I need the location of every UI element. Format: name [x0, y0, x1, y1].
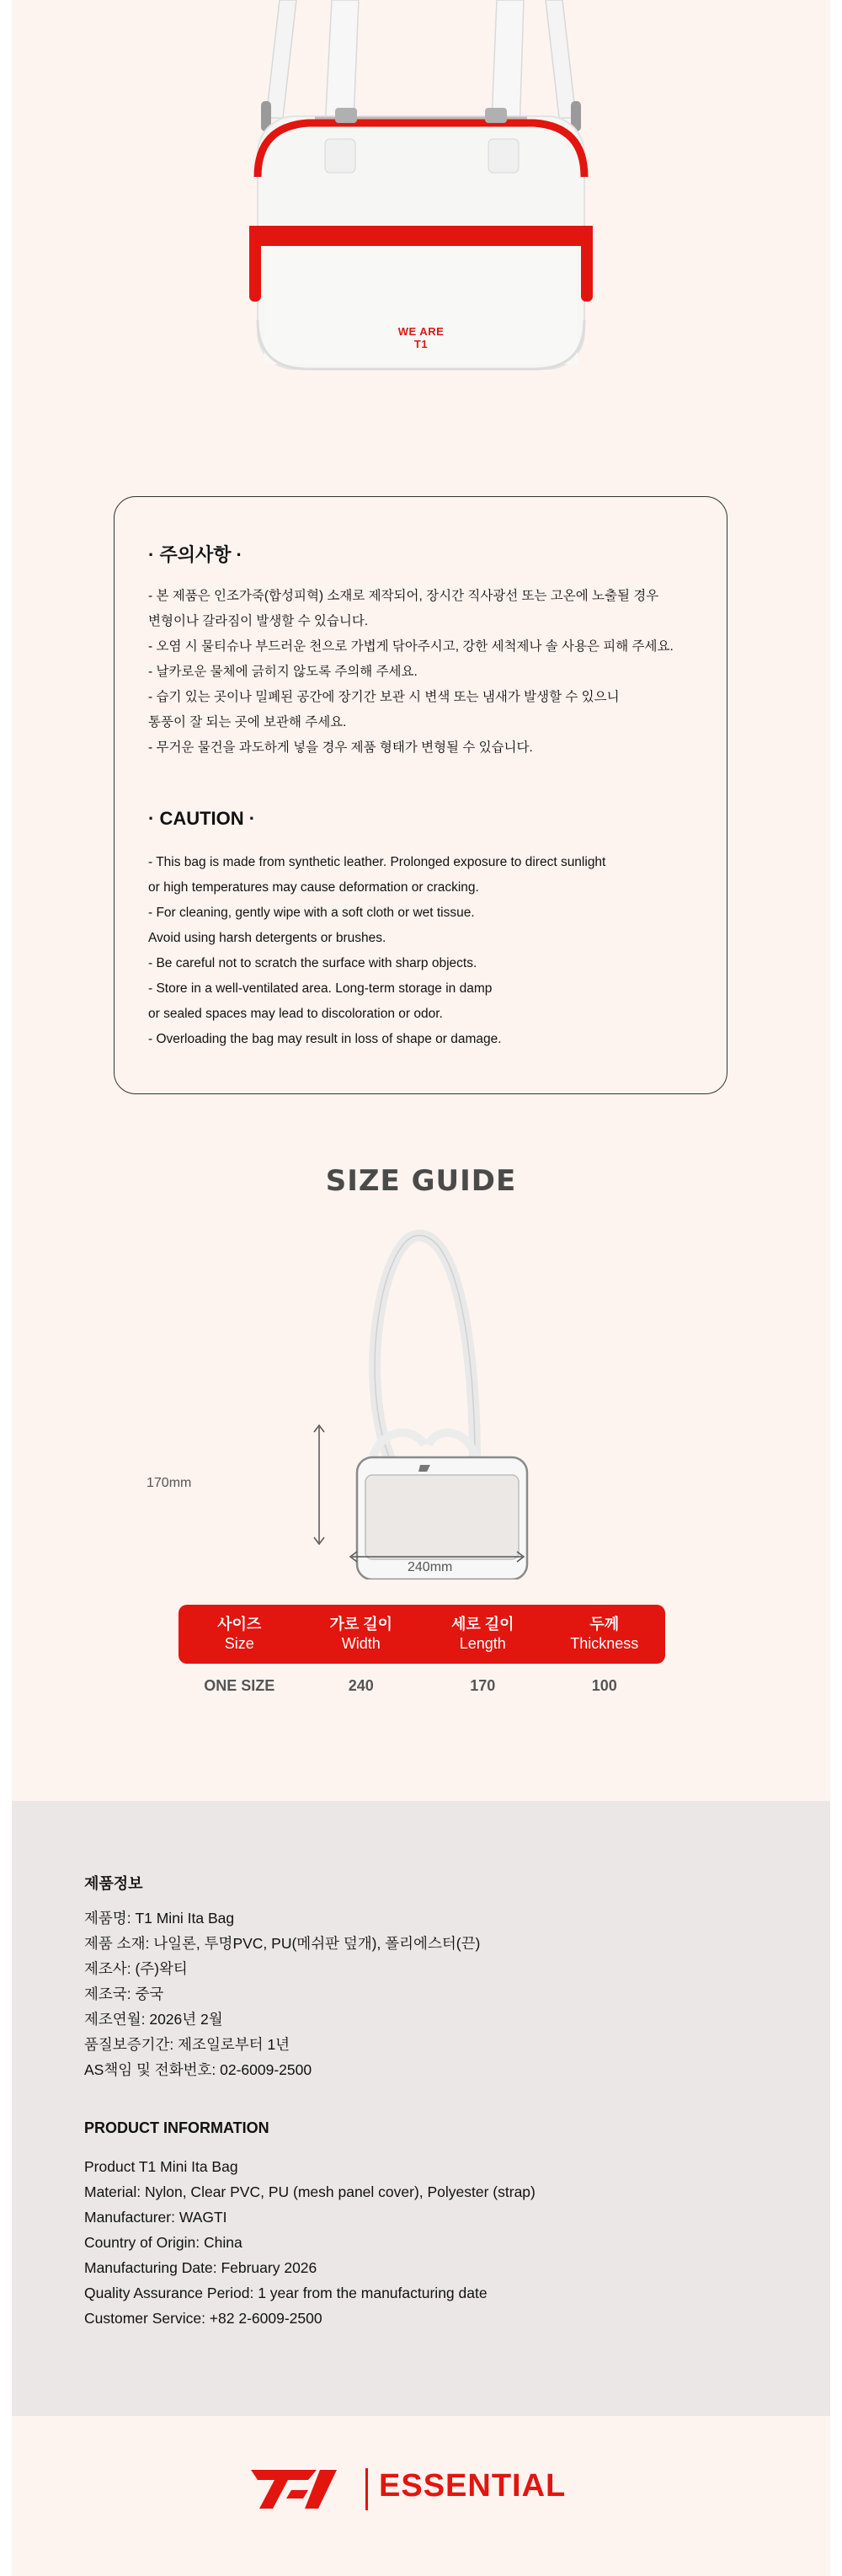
list-item: 제품 소재: 나일론, 투명PVC, PU(메쉬판 덮개), 폴리에스터(끈): [84, 1935, 481, 1952]
header-ko: 세로 길이: [450, 1616, 514, 1633]
product-info-en-list: [84, 2154, 536, 2331]
bag-label: WE ARE T1: [397, 325, 445, 350]
list-item: - Store in a well-ventilated area. Long-term storage in damp: [148, 981, 493, 996]
list-item: - 습기 있는 곳이나 밀폐된 공간에 장기간 보관 시 변색 또는 냄새가 발생할 수 있으니: [148, 690, 620, 704]
list-item: Manufacturer: WAGTI: [84, 2209, 227, 2226]
caution-box: [114, 496, 727, 1094]
list-item: - 무거운 물건을 과도하게 넣을 경우 제품 형태가 변형될 수 있습니다.: [148, 740, 533, 755]
list-item: or high temperatures may cause deformation or cracking.: [148, 880, 479, 895]
size-guide-title: SIZE GUIDE: [325, 1164, 517, 1198]
size-table-header: [179, 1605, 665, 1664]
list-item: 제조국: 중국: [84, 1985, 164, 2002]
header-en: Size: [224, 1635, 254, 1652]
list-item: Avoid using harsh detergents or brushes.: [148, 931, 386, 945]
list-item: 제품명: T1 Mini Ita Bag: [84, 1910, 235, 1927]
brand-essential: ESSENTIAL: [379, 2468, 567, 2504]
t1-logo-icon: [249, 2468, 359, 2510]
list-item: Product T1 Mini Ita Bag: [84, 2158, 238, 2175]
cell-width: 240: [348, 1676, 374, 1694]
caution-ko-list: [148, 584, 674, 761]
caution-en-title: · CAUTION ·: [148, 808, 256, 829]
list-item: - For cleaning, gently wipe with a soft cloth or wet tissue.: [148, 906, 475, 920]
table-row: [179, 1664, 665, 1708]
list-item: 변형이나 갈라짐이 발생할 수 있습니다.: [148, 614, 369, 628]
list-item: Country of Origin: China: [84, 2234, 242, 2251]
product-info-en-title: PRODUCT INFORMATION: [84, 2119, 269, 2136]
header-en: Thickness: [570, 1635, 639, 1652]
product-detail-page: [12, 0, 830, 2576]
header-length: [422, 1615, 544, 1654]
product-info-ko-title: 제품정보: [84, 1875, 143, 1892]
list-item: Material: Nylon, Clear PVC, PU (mesh panel cover), Polyester (strap): [84, 2183, 536, 2200]
list-item: - Be careful not to scratch the surface with sharp objects.: [148, 956, 477, 970]
list-item: 제조연월: 2026년 2월: [84, 2011, 223, 2028]
list-item: - 본 제품은 인조가죽(합성피혁) 소재로 제작되어, 장시간 직사광선 또는 고온에 노출될 경우: [148, 589, 659, 603]
cell-size: ONE SIZE: [204, 1676, 275, 1694]
cell-thickness: 100: [591, 1676, 617, 1694]
list-item: 제조사: (주)왁티: [84, 1960, 188, 1977]
header-ko: 사이즈: [217, 1616, 262, 1633]
size-table: [179, 1605, 665, 1708]
height-arrow: [311, 1424, 328, 1546]
logo-divider: [365, 2468, 368, 2510]
list-item: - Overloading the bag may result in loss of shape or damage.: [148, 1032, 502, 1046]
product-info-ko-list: [84, 1905, 480, 2082]
list-item: Manufacturing Date: February 2026: [84, 2259, 317, 2276]
list-item: - This bag is made from synthetic leather. Prolonged exposure to direct sunlight: [148, 855, 606, 869]
caution-en-list: [148, 850, 605, 1052]
header-en: Length: [459, 1635, 506, 1652]
list-item: Quality Assurance Period: 1 year from the manufacturing date: [84, 2285, 488, 2301]
header-width: [301, 1615, 423, 1654]
header-size: [179, 1615, 301, 1654]
cell-length: 170: [470, 1676, 496, 1694]
list-item: - 오염 시 물티슈나 부드러운 천으로 가볍게 닦아주시고, 강한 세척제나 솔 사용은 피해 주세요.: [148, 639, 674, 654]
list-item: 품질보증기간: 제조일로부터 1년: [84, 2036, 290, 2053]
height-label: 170mm: [147, 1476, 192, 1490]
list-item: - 날카로운 물체에 긁히지 않도록 주의해 주세요.: [148, 665, 418, 679]
header-ko: 가로 길이: [329, 1616, 393, 1633]
width-label: 240mm: [408, 1560, 453, 1574]
caution-ko-title: · 주의사항 ·: [148, 544, 242, 565]
header-en: Width: [341, 1635, 381, 1652]
list-item: AS책임 및 전화번호: 02-6009-2500: [84, 2061, 312, 2078]
list-item: 통풍이 잘 되는 곳에 보관해 주세요.: [148, 715, 347, 730]
header-thickness: [544, 1615, 666, 1654]
list-item: or sealed spaces may lead to discoloration or odor.: [148, 1007, 443, 1021]
header-ko: 두께: [589, 1616, 620, 1633]
list-item: Customer Service: +82 2-6009-2500: [84, 2310, 322, 2327]
product-info-section: [12, 1801, 830, 2416]
